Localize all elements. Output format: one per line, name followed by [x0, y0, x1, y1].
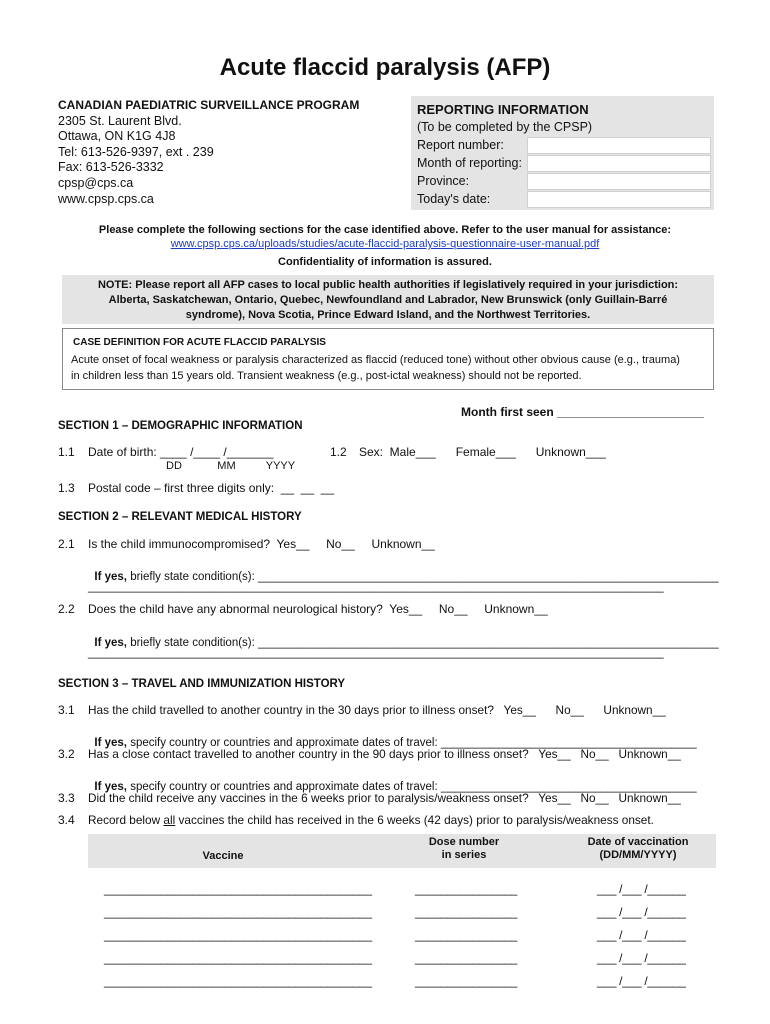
q3-1-travel-field[interactable]: specify country or countries and approximate dates of travel: ________________________________________: [127, 737, 697, 749]
q1-1-number: 1.1: [58, 445, 75, 459]
col-date: Date of vaccination (DD/MM/YYYY): [587, 836, 689, 861]
immunocompromised-question[interactable]: Is the child immunocompromised? Yes__ No__ Unknown__: [88, 537, 435, 551]
note-line1: NOTE: Please report all AFP cases to local public health authorities if legislatively required in your jurisdiction:: [97, 279, 679, 291]
vaccine-name-field[interactable]: __________________________________________: [104, 928, 372, 942]
report-number-label: Report number:: [417, 138, 504, 152]
dose-number-field[interactable]: ________________: [415, 882, 517, 896]
q2-2-number: 2.2: [58, 602, 75, 616]
q2-2-condition-line[interactable]: __________________________________________________________________________________________: [88, 647, 664, 659]
date-of-birth-field[interactable]: Date of birth: ____ /____ /_______: [88, 445, 274, 459]
col-vaccine: Vaccine: [202, 850, 244, 862]
dose-number-field[interactable]: ________________: [415, 951, 517, 965]
child-travel-question[interactable]: Has the child travelled to another country in the 30 days prior to illness onset? Yes__ No__ Unknown__: [88, 703, 666, 717]
org-website[interactable]: www.cpsp.cps.ca: [58, 191, 154, 206]
q2-1-condition-line[interactable]: __________________________________________________________________________________________: [88, 581, 664, 593]
q2-2-condition-field[interactable]: briefly state condition(s): ________________________________________________________________________: [127, 637, 719, 649]
province-label: Province:: [417, 174, 470, 188]
q2-2-if-yes: If yes,: [94, 637, 127, 649]
case-definition-line2: in children less than 15 years old. Transient weakness (e.g., post-ictal weakness) should not be reported.: [71, 370, 582, 382]
q3-1-number: 3.1: [58, 703, 75, 717]
reporting-header: REPORTING INFORMATION: [417, 102, 589, 117]
instructions-text: Please complete the following sections for the case identified above. Refer to the user manual for assistance:: [98, 224, 672, 236]
dose-number-field[interactable]: ________________: [415, 905, 517, 919]
q3-2-number: 3.2: [58, 747, 75, 761]
org-email[interactable]: cpsp@cps.ca: [58, 175, 134, 190]
case-definition-header: CASE DEFINITION FOR ACUTE FLACCID PARALYSIS: [73, 337, 326, 348]
org-name: CANADIAN PAEDIATRIC SURVEILLANCE PROGRAM: [58, 98, 360, 112]
organization-address: [58, 98, 359, 207]
q3-4-text-post: vaccines the child has received in the 6 weeks (42 days) prior to paralysis/weakness onset.: [175, 813, 654, 827]
month-reporting-field[interactable]: [527, 155, 711, 172]
confidentiality-text: Confidentiality of information is assured.: [278, 256, 492, 268]
q2-1-number: 2.1: [58, 537, 75, 551]
user-manual-link[interactable]: www.cpsp.cps.ca/uploads/studies/acute-flaccid-paralysis-questionnaire-user-manual.pdf: [170, 238, 600, 250]
q3-4-text-pre: Record below: [88, 813, 164, 827]
neuro-history-question[interactable]: Does the child have any abnormal neurological history? Yes__ No__ Unknown__: [88, 602, 548, 616]
q3-2-travel-field[interactable]: specify country or countries and approximate dates of travel: ________________________________________: [127, 781, 697, 793]
q2-1-if-yes: If yes,: [94, 571, 127, 583]
province-field[interactable]: [527, 173, 711, 190]
q1-3-number: 1.3: [58, 481, 75, 495]
vaccination-date-field[interactable]: ___ /___ /______: [597, 974, 686, 988]
vaccine-name-field[interactable]: __________________________________________: [104, 882, 372, 896]
dob-format-labels: DD MM YYYY: [166, 460, 296, 472]
contact-travel-question[interactable]: Has a close contact travelled to another country in the 90 days prior to illness onset? Yes__ No__ Unknown__: [88, 747, 681, 761]
reporting-subheader: (To be completed by the CPSP): [417, 120, 593, 134]
org-address2: Ottawa, ON K1G 4J8: [58, 129, 176, 144]
col-dose: Dose number in series: [428, 836, 500, 861]
record-vaccines-instruction: [88, 813, 654, 827]
today-date-field[interactable]: [527, 191, 711, 208]
note-line2: Alberta, Saskatchewan, Ontario, Quebec, Newfoundland and Labrador, New Brunswick (only Guillain-Barré: [108, 294, 668, 306]
case-definition-box: [62, 328, 714, 390]
vaccination-date-field[interactable]: ___ /___ /______: [597, 928, 686, 942]
vaccination-date-field[interactable]: ___ /___ /______: [597, 951, 686, 965]
dose-number-field[interactable]: ________________: [415, 928, 517, 942]
case-definition-line1: Acute onset of focal weakness or paralysis characterized as flaccid (reduced tone) without other obvious cause (e.g., trauma): [71, 354, 680, 366]
vaccination-date-field[interactable]: ___ /___ /______: [597, 905, 686, 919]
vaccines-question[interactable]: Did the child receive any vaccines in the 6 weeks prior to paralysis/weakness onset? Yes__ No__ Unknown__: [88, 791, 681, 805]
month-reporting-label: Month of reporting:: [417, 156, 522, 170]
note-box: [62, 275, 714, 324]
vaccination-date-field[interactable]: ___ /___ /______: [597, 882, 686, 896]
note-line3: syndrome), Nova Scotia, Prince Edward Island, and the Northwest Territories.: [185, 309, 591, 321]
org-tel: Tel: 613-526-9397, ext . 239: [58, 144, 214, 159]
report-number-field[interactable]: [527, 137, 711, 154]
dose-number-field[interactable]: ________________: [415, 974, 517, 988]
month-first-seen[interactable]: Month first seen ______________________: [461, 405, 704, 419]
sex-field[interactable]: Sex: Male___ Female___ Unknown___: [359, 445, 606, 459]
vaccine-name-field[interactable]: __________________________________________: [104, 905, 372, 919]
today-date-label: Today's date:: [417, 192, 491, 206]
q3-3-number: 3.3: [58, 791, 75, 805]
q2-1-condition-field[interactable]: briefly state condition(s): ________________________________________________________________________: [127, 571, 719, 583]
section1-title: SECTION 1 – DEMOGRAPHIC INFORMATION: [58, 420, 303, 432]
section2-title: SECTION 2 – RELEVANT MEDICAL HISTORY: [58, 511, 302, 523]
org-address1: 2305 St. Laurent Blvd.: [58, 113, 182, 128]
vaccine-table-header: [88, 834, 716, 868]
q3-1-if-yes: If yes,: [94, 737, 127, 749]
q1-2-number: 1.2: [330, 445, 347, 459]
postal-code-field[interactable]: Postal code – first three digits only: __ __ __: [88, 481, 335, 495]
q3-4-number: 3.4: [58, 813, 75, 827]
vaccine-name-field[interactable]: __________________________________________: [104, 974, 372, 988]
q3-4-all: all: [163, 813, 176, 827]
vaccine-name-field[interactable]: __________________________________________: [104, 951, 372, 965]
reporting-information-box: [411, 96, 714, 210]
section3-title: SECTION 3 – TRAVEL AND IMMUNIZATION HISTORY: [58, 678, 346, 690]
org-fax: Fax: 613-526-3332: [58, 160, 164, 175]
q3-2-if-yes: If yes,: [94, 781, 127, 793]
page-title: Acute flaccid paralysis (AFP): [219, 54, 551, 81]
